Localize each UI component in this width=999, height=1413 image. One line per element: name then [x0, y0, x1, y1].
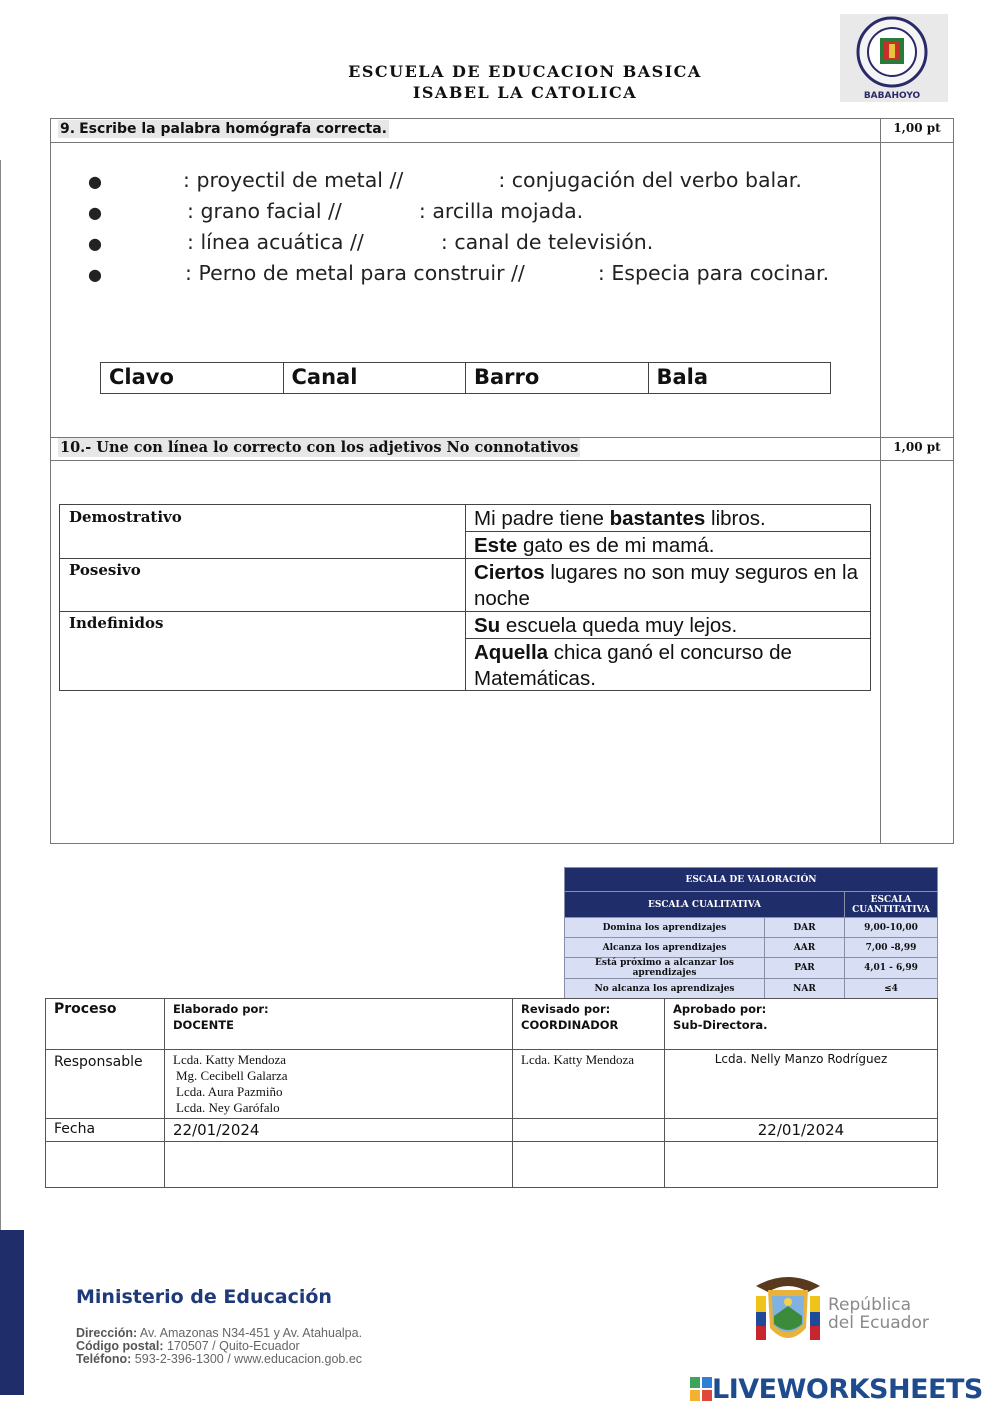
liveworksheets-logo-icon: [690, 1377, 712, 1401]
scale-row-range: 9,00-10,00: [845, 918, 938, 938]
q9-item-2-def-1: : grano facial //: [187, 199, 342, 223]
school-logo: [840, 14, 948, 102]
sentence-text: libros.: [705, 507, 766, 530]
elaborado-name: Mg. Cecibell Galarza: [176, 1068, 288, 1083]
bullet-icon: ●: [88, 234, 102, 253]
category-posesivo[interactable]: Posesivo: [69, 561, 141, 579]
fecha-elaborado: 22/01/2024: [165, 1119, 513, 1142]
left-accent-bar: [0, 1230, 24, 1395]
aprobado-name-cell: [665, 1050, 938, 1119]
aprobado-label: Aprobado por:: [673, 1002, 767, 1016]
ministry-contact: [76, 1327, 362, 1366]
q9-item-1: [88, 168, 802, 193]
empty-cell: [46, 1142, 165, 1188]
q10-points: 1,00 pt: [893, 440, 941, 454]
address-label: Dirección:: [76, 1326, 138, 1340]
q9-item-4-def-1: : Perno de metal para construir //: [185, 261, 525, 285]
sentence-text: lugares no son muy seguros en la noche: [474, 561, 859, 610]
bullet-icon: ●: [88, 203, 102, 222]
q10-header-divider: [50, 460, 954, 461]
matching-divider: [465, 505, 466, 690]
q9-title: Escribe la palabra homógrafa correcta.: [79, 121, 387, 137]
q9-item-2-blank-1[interactable]: [109, 200, 181, 224]
elaborado-role: DOCENTE: [173, 1018, 234, 1032]
q9-item-4-blank-1[interactable]: [109, 262, 179, 286]
q9-item-3-def-2: : canal de televisión.: [440, 230, 654, 254]
q9-heading: [58, 120, 389, 138]
scale-title: ESCALA DE VALORACIÓN: [565, 868, 938, 892]
bullet-icon: ●: [88, 172, 102, 191]
word-bank-item: Clavo: [101, 363, 284, 393]
q9-item-3-def-1: : línea acuática //: [187, 230, 364, 254]
empty-cell: [513, 1142, 665, 1188]
republica-line-1: República: [828, 1295, 912, 1315]
sentence-adjective: Aquella: [474, 641, 549, 664]
answer-input[interactable]: [109, 233, 181, 257]
bullet-icon: ●: [88, 265, 102, 284]
scale-row-code: AAR: [765, 938, 845, 958]
svg-text:BABAHOYO: BABAHOYO: [863, 91, 921, 101]
exercise-frame: [50, 118, 954, 844]
sentence-adjective: Ciertos: [474, 561, 545, 584]
postal-label: Código postal:: [76, 1339, 164, 1353]
category-indefinidos[interactable]: Indefinidos: [69, 614, 164, 632]
q9-item-4-blank-2[interactable]: [531, 262, 591, 286]
fecha-label: Fecha: [46, 1119, 165, 1142]
sentence-5[interactable]: [474, 640, 864, 692]
q10-title: 10.- Une con línea lo correcto con los adjetivos No connotativos: [60, 439, 579, 456]
sentence-adjective: Este: [474, 534, 518, 557]
scale-row-code: PAR: [765, 958, 845, 979]
left-row-divider: [60, 611, 465, 612]
scale-row-code: DAR: [765, 918, 845, 938]
sentence-1[interactable]: [474, 506, 864, 532]
address-value: Av. Amazonas N34-451 y Av. Atahualpa.: [137, 1326, 363, 1340]
elaborado-cell: [165, 999, 513, 1050]
phone-label: Teléfono:: [76, 1352, 132, 1366]
q9-item-3-blank-2[interactable]: [370, 231, 434, 255]
republica-line-2: del Ecuador: [828, 1313, 929, 1333]
answer-input[interactable]: [410, 171, 492, 195]
q9-item-2-blank-2[interactable]: [348, 200, 412, 224]
sentence-text: chica ganó el concurso de Matemáticas.: [474, 641, 792, 690]
elaborado-name: Lcda. Ney Garófalo: [176, 1100, 280, 1115]
scale-row-desc: Alcanza los aprendizajes: [565, 938, 765, 958]
postal-value: 170507 / Quito-Ecuador: [163, 1339, 300, 1353]
empty-cell: [665, 1142, 938, 1188]
q9-item-1-def-2: : conjugación del verbo balar.: [498, 168, 802, 192]
q10-heading: [58, 439, 580, 457]
ecuador-coat-of-arms-icon: [748, 1266, 828, 1356]
valuation-scale-table: [564, 867, 938, 999]
revisado-role: COORDINADOR: [521, 1018, 619, 1032]
phone-line: [76, 1353, 362, 1366]
scale-row-range: ≤4: [845, 979, 938, 999]
republica-label: [828, 1296, 929, 1332]
liveworksheets-brand: [690, 1372, 983, 1406]
elaborado-name: Lcda. Aura Pazmiño: [176, 1084, 283, 1099]
scale-row-desc: No alcanza los aprendizajes: [565, 979, 765, 999]
answer-input[interactable]: [109, 202, 181, 226]
sentence-4[interactable]: [474, 613, 864, 639]
elaborado-names-cell: [165, 1050, 513, 1119]
scale-row-desc: Está próximo a alcanzar los aprendizajes: [565, 958, 765, 979]
proceso-label: Proceso: [46, 999, 165, 1050]
revisado-cell: [513, 999, 665, 1050]
empty-cell: [165, 1142, 513, 1188]
answer-input[interactable]: [531, 264, 591, 288]
sentence-text: Mi padre tiene: [474, 507, 610, 530]
q9-item-2: [88, 199, 583, 224]
fecha-aprobado: 22/01/2024: [665, 1119, 938, 1142]
left-margin-rule: [0, 160, 1, 1230]
liveworksheets-text: LIVEWORKSHEETS: [712, 1373, 983, 1405]
aprobado-name: Lcda. Nelly Manzo Rodríguez: [714, 1052, 888, 1066]
scale-row-desc: Domina los aprendizajes: [565, 918, 765, 938]
signoff-table: [45, 998, 938, 1188]
answer-input[interactable]: [370, 233, 434, 257]
q9-word-bank: [100, 362, 831, 394]
q10-matching-table: [59, 504, 871, 691]
q9-item-4-def-2: : Especia para cocinar.: [597, 261, 830, 285]
left-row-divider: [60, 558, 465, 559]
q9-item-3-blank-1[interactable]: [109, 231, 181, 255]
word-bank-item: Canal: [284, 363, 467, 393]
q9-item-1-blank-1[interactable]: [109, 169, 177, 193]
revisado-name: Lcda. Katty Mendoza: [513, 1050, 665, 1119]
fecha-revisado: [513, 1119, 665, 1142]
aprobado-cell: [665, 999, 938, 1050]
responsable-label: Responsable: [46, 1050, 165, 1119]
scale-qual-header: ESCALA CUALITATIVA: [565, 892, 845, 918]
elaborado-name: Lcda. Katty Mendoza: [173, 1052, 286, 1067]
school-title-line2: ISABEL LA CATOLICA: [412, 83, 638, 102]
scale-quant-header: ESCALA CUANTITATIVA: [845, 892, 938, 918]
sentence-text: escuela queda muy lejos.: [500, 614, 738, 637]
sentence-adjective: Su: [474, 614, 501, 637]
word-bank-item: Barro: [466, 363, 649, 393]
elaborado-label: Elaborado por:: [173, 1002, 269, 1016]
q9-item-2-def-2: : arcilla mojada.: [418, 199, 584, 223]
q9-points: 1,00 pt: [893, 121, 941, 135]
q9-item-1-def-1: : proyectil de metal //: [183, 168, 404, 192]
points-column-divider: [880, 118, 881, 844]
answer-input[interactable]: [348, 202, 412, 226]
category-demostrativo[interactable]: Demostrativo: [69, 508, 182, 526]
q9-item-4: [88, 261, 829, 286]
q9-header-divider: [50, 142, 954, 143]
school-title-line1: ESCUELA DE EDUCACION BASICA: [348, 62, 702, 81]
answer-input[interactable]: [109, 171, 177, 195]
scale-row-code: NAR: [765, 979, 845, 999]
sentence-3[interactable]: [474, 560, 864, 612]
sentence-text: gato es de mi mamá.: [517, 534, 715, 557]
aprobado-role: Sub-Directora.: [673, 1018, 768, 1032]
scale-row-range: 4,01 - 6,99: [845, 958, 938, 979]
revisado-label: Revisado por:: [521, 1002, 611, 1016]
scale-row-range: 7,00 -8,99: [845, 938, 938, 958]
phone-value: 593-2-396-1300 / www.educacion.gob.ec: [131, 1352, 363, 1366]
answer-input[interactable]: [109, 264, 179, 288]
sentence-adjective: bastantes: [609, 507, 706, 530]
q9-number: 9.: [60, 121, 76, 137]
sentence-2[interactable]: [474, 533, 864, 559]
word-bank-item: Bala: [656, 365, 709, 389]
ministry-name: Ministerio de Educación: [76, 1286, 332, 1308]
q9-item-1-blank-2[interactable]: [410, 169, 492, 193]
q9-item-3: [88, 230, 653, 255]
